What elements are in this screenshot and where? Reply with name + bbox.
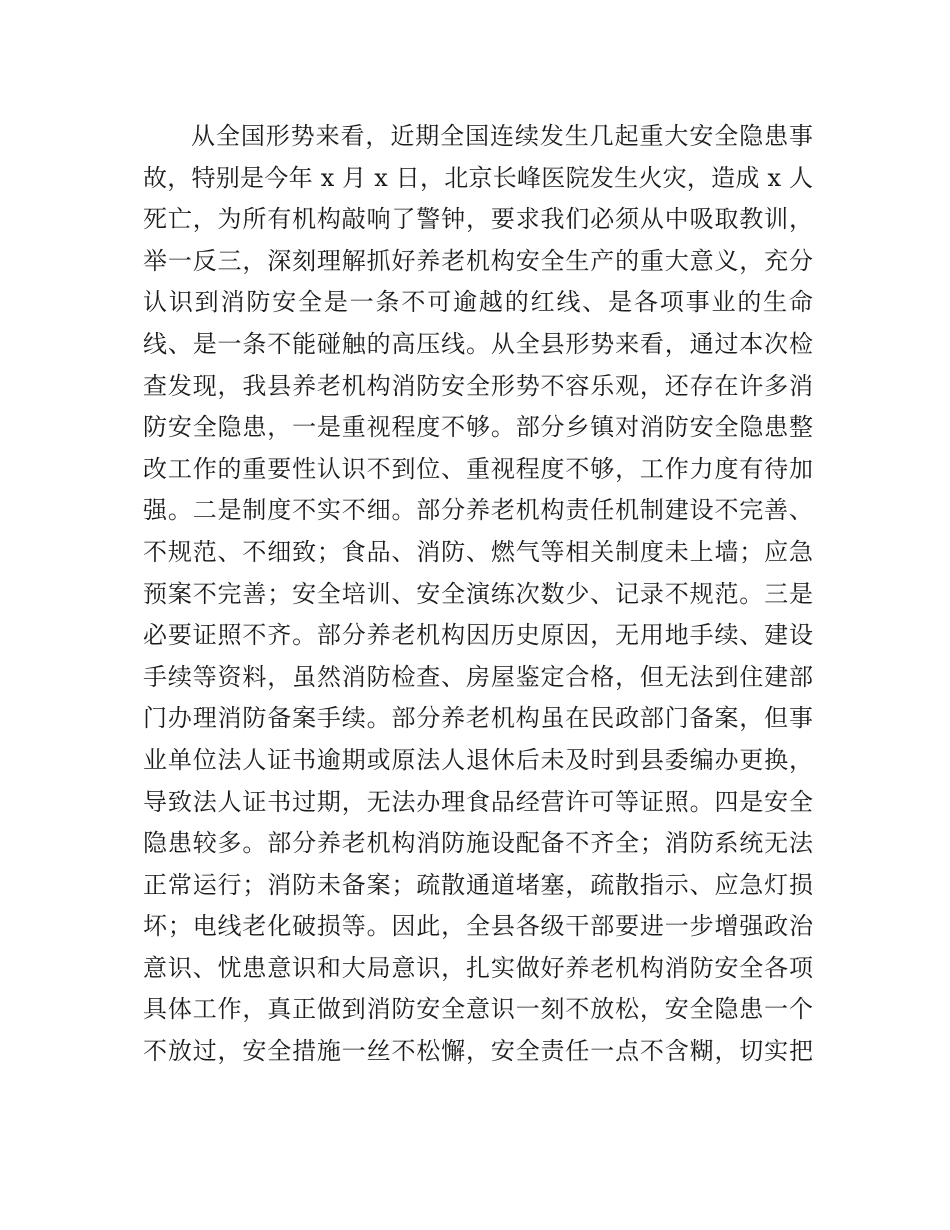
paragraph-line: 线、是一条不能碰触的高压线。从全县形势来看，通过本次检 (143, 329, 813, 358)
paragraph-line: 防安全隐患，一是重视程度不够。部分乡镇对消防安全隐患整 (143, 413, 813, 442)
paragraph-line: 死亡，为所有机构敲响了警钟，要求我们必须从中吸取教训， (143, 205, 813, 234)
paragraph-line: 不规范、不细致；食品、消防、燃气等相关制度未上墙；应急 (143, 537, 813, 566)
paragraph-line: 从全国形势来看，近期全国连续发生几起重大安全隐患事 (191, 122, 813, 150)
paragraph-line: 必要证照不齐。部分养老机构因历史原因，无用地手续、建设 (143, 621, 813, 650)
paragraph-line: 具体工作，真正做到消防安全意识一刻不放松，安全隐患一个 (143, 995, 813, 1024)
paragraph-line: 隐患较多。部分养老机构消防施设配备不齐全；消防系统无法 (143, 829, 813, 858)
paragraph-line: 不放过，安全措施一丝不松懈，安全责任一点不含糊，切实把 (143, 1037, 813, 1066)
paragraph-line: 导致法人证书过期，无法办理食品经营许可等证照。四是安全 (143, 787, 813, 816)
paragraph-line: 故，特别是今年 x 月 x 日，北京长峰医院发生火灾，造成 x 人 (143, 163, 813, 192)
paragraph-line: 预案不完善；安全培训、安全演练次数少、记录不规范。三是 (143, 579, 813, 608)
body-paragraph (143, 116, 813, 1073)
paragraph-line: 手续等资料，虽然消防检查、房屋鉴定合格，但无法到住建部 (143, 662, 813, 691)
paragraph-line: 正常运行；消防未备案；疏散通道堵塞，疏散指示、应急灯损 (143, 870, 813, 899)
paragraph-line: 门办理消防备案手续。部分养老机构虽在民政部门备案，但事 (143, 704, 813, 733)
paragraph-line: 查发现，我县养老机构消防安全形势不容乐观，还存在许多消 (143, 371, 813, 400)
paragraph-line: 坏；电线老化破损等。因此，全县各级干部要进一步增强政治 (143, 912, 813, 941)
paragraph-line: 改工作的重要性认识不到位、重视程度不够，工作力度有待加 (143, 454, 813, 483)
paragraph-line: 认识到消防安全是一条不可逾越的红线、是各项事业的生命 (143, 288, 813, 317)
paragraph-line: 强。二是制度不实不细。部分养老机构责任机制建设不完善、 (143, 496, 813, 525)
paragraph-line: 意识、忧患意识和大局意识，扎实做好养老机构消防安全各项 (143, 953, 813, 982)
paragraph-line: 业单位法人证书逾期或原法人退休后未及时到县委编办更换， (143, 745, 813, 774)
paragraph-line: 举一反三，深刻理解抓好养老机构安全生产的重大意义，充分 (143, 246, 813, 275)
